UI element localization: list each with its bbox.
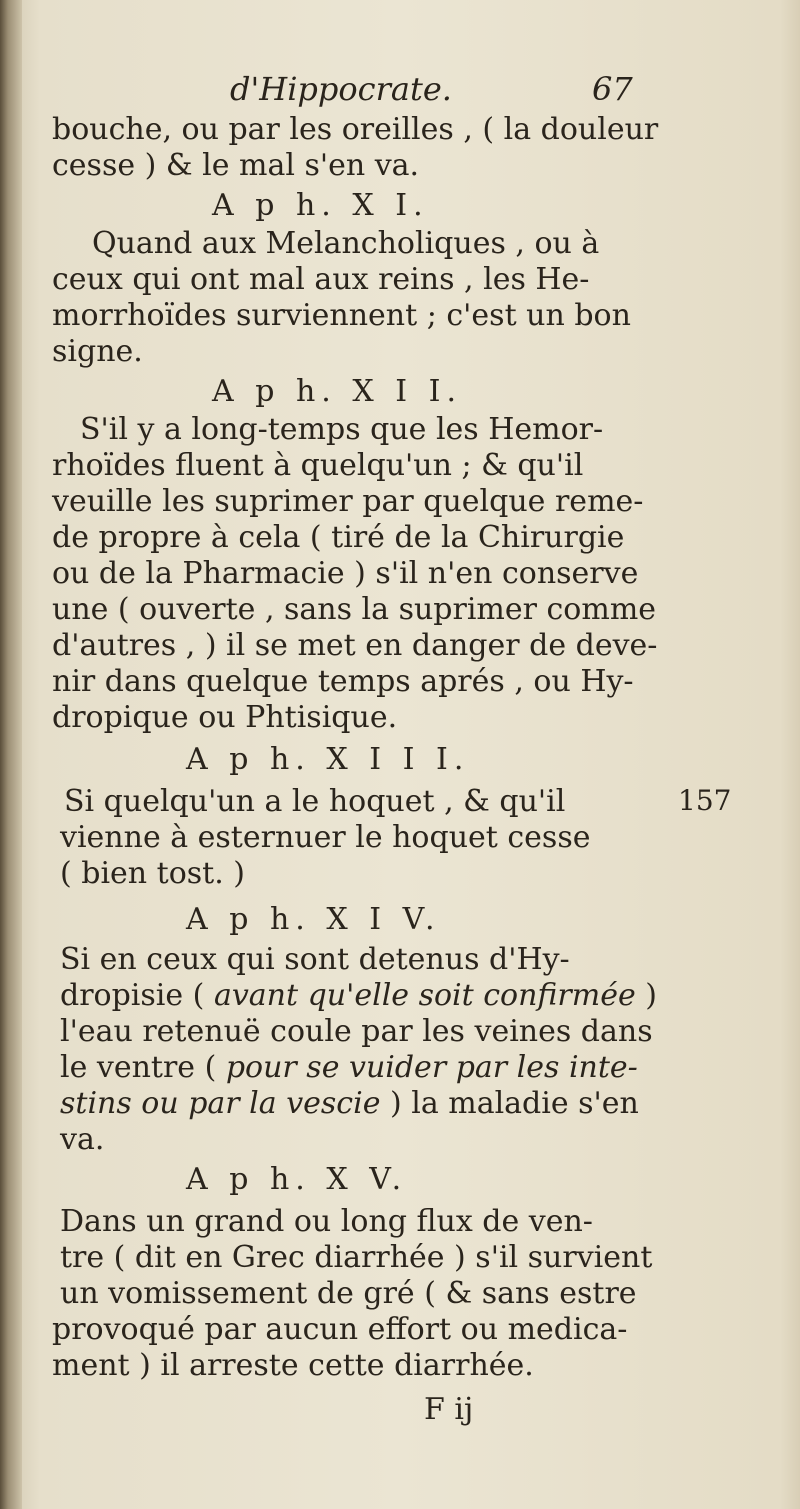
text-line: le ventre ( pour se vuider par les inte- [60, 1050, 638, 1085]
text-line: va. [60, 1122, 105, 1157]
text-line: un vomissement de gré ( & sans estre [60, 1276, 637, 1311]
text-line: rhoïdes fluent à quelqu'un ; & qu'il [52, 448, 584, 483]
text-line: ( bien tost. ) [60, 856, 245, 891]
text-line: ment ) il arreste cette diarrhée. [52, 1348, 534, 1383]
text-line: veuille les suprimer par quelque reme- [52, 484, 644, 519]
aphorism-heading: A p h. X I V. [186, 902, 441, 937]
text-line: de propre à cela ( tiré de la Chirurgie [52, 520, 625, 555]
text-line: nir dans quelque temps aprés , ou Hy- [52, 664, 634, 699]
aphorism-heading: A p h. X I I. [212, 374, 463, 409]
text-line: S'il y a long-temps que les Hemor- [80, 412, 604, 447]
text-line: dropique ou Phtisique. [52, 700, 398, 735]
text-line: Quand aux Melancholiques , ou à [92, 226, 600, 261]
text-line: ou de la Pharmacie ) s'il n'en conserve [52, 556, 639, 591]
text-line: tre ( dit en Grec diarrhée ) s'il survient [60, 1240, 653, 1275]
text-line: Si en ceux qui sont detenus d'Hy- [60, 942, 570, 977]
text-line: Dans un grand ou long flux de ven- [60, 1204, 593, 1239]
text-line: vienne à esternuer le hoquet cesse [60, 820, 591, 855]
text-line: d'autres , ) il se met en danger de deve- [52, 628, 658, 663]
aphorism-heading: A p h. X V. [186, 1162, 408, 1197]
text-line: cesse ) & le mal s'en va. [52, 148, 420, 183]
text-line: stins ou par la vescie ) la maladie s'en [60, 1086, 639, 1121]
aphorism-heading: A p h. X I. [212, 188, 429, 223]
page-number: 67 [592, 70, 633, 108]
margin-note: 157 [678, 784, 732, 817]
text-line: morrhoïdes surviennent ; c'est un bon [52, 298, 631, 333]
signature-mark: F ij [424, 1392, 474, 1427]
text-line: signe. [52, 334, 143, 369]
text-line: ceux qui ont mal aux reins , les He- [52, 262, 590, 297]
text-line: dropisie ( avant qu'elle soit confirmée ) [60, 978, 657, 1013]
aphorism-heading: A p h. X I I I. [186, 742, 470, 777]
text-line: provoqué par aucun effort ou medica- [52, 1312, 628, 1347]
text-line: une ( ouverte , sans la suprimer comme [52, 592, 657, 627]
text-line: bouche, ou par les oreilles , ( la douleur [52, 112, 659, 147]
running-title: d'Hippocrate. [230, 70, 452, 108]
text-line: Si quelqu'un a le hoquet , & qu'il [64, 784, 566, 819]
text-line: l'eau retenuë coule par les veines dans [60, 1014, 653, 1049]
